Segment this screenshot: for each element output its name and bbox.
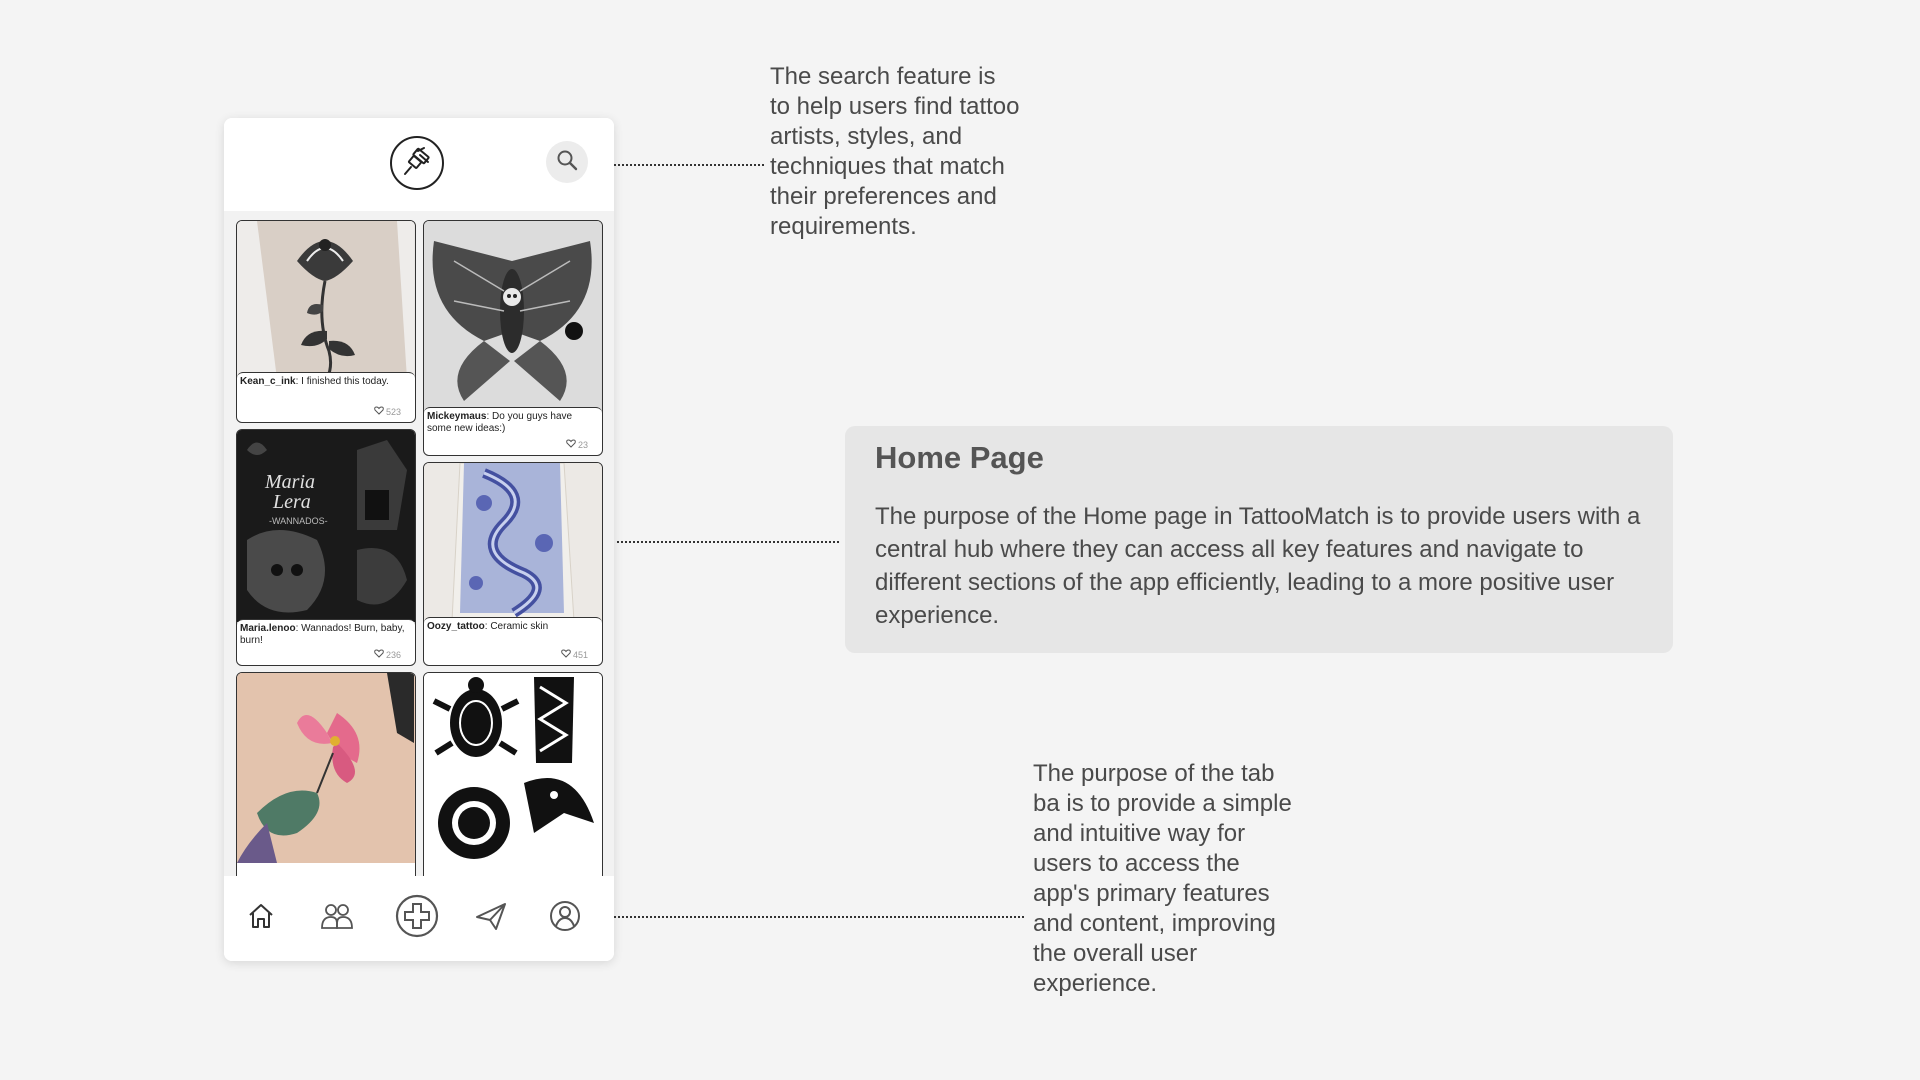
flash-text-line2: Lera	[273, 491, 311, 513]
post-image	[237, 221, 415, 379]
tab-messages[interactable]	[471, 898, 511, 938]
add-icon	[394, 893, 440, 944]
home-icon	[246, 901, 276, 936]
tab-home[interactable]	[241, 898, 281, 938]
post-text: : Do you guys have some new ideas:)	[427, 411, 573, 434]
post-caption	[424, 617, 602, 665]
post-caption	[237, 619, 415, 665]
post-image	[237, 430, 415, 622]
flash-text-line3: -WANNADOS-	[269, 516, 328, 526]
search-icon	[555, 148, 579, 177]
tab-add[interactable]	[394, 895, 440, 941]
top-bar	[224, 118, 614, 211]
like-count[interactable]: 23	[566, 439, 588, 451]
post-image	[424, 463, 602, 621]
post-feed[interactable]	[224, 211, 614, 876]
post-card[interactable]	[236, 220, 416, 423]
post-text: : I finished this today.	[295, 376, 389, 387]
tattoo-machine-icon[interactable]	[390, 136, 444, 190]
post-card[interactable]	[423, 462, 603, 666]
home-connector-line	[617, 541, 839, 543]
post-card[interactable]	[423, 220, 603, 456]
post-username[interactable]: Oozy_tattoo	[427, 621, 485, 632]
search-annotation: The search feature is to help users find tattoo artists, styles, and techniques that match their preferences and requirements.	[770, 63, 1020, 240]
search-connector-line	[614, 164, 764, 166]
home-page-annotation	[845, 426, 1673, 653]
post-image	[424, 221, 602, 411]
post-text: : Ceramic skin	[484, 621, 549, 632]
heart-icon	[374, 406, 384, 418]
send-icon	[474, 901, 508, 936]
post-username[interactable]: Maria.lenoo	[240, 623, 296, 634]
phone-mockup	[224, 118, 614, 961]
home-page-title: Home Page	[875, 440, 1044, 475]
heart-icon	[561, 649, 571, 661]
post-username[interactable]: Mickeymaus	[427, 411, 487, 422]
post-card[interactable]	[236, 429, 416, 666]
tab-profile[interactable]	[545, 898, 585, 938]
profile-icon	[549, 900, 581, 937]
post-card[interactable]	[236, 672, 416, 876]
like-count[interactable]: 523	[374, 406, 401, 418]
tabbar-connector-line	[614, 916, 1024, 918]
post-card[interactable]	[423, 672, 603, 876]
tab-bar	[224, 876, 614, 961]
post-image	[424, 673, 602, 863]
tab-community[interactable]	[317, 898, 357, 938]
search-button[interactable]	[546, 141, 588, 183]
post-username[interactable]: Kean_c_ink	[240, 376, 296, 387]
post-caption	[237, 372, 415, 422]
heart-icon	[374, 649, 384, 661]
home-page-description: The purpose of the Home page in TattooMatch is to provide users with a central hub where they can access all key features and navigate to different sections of the app efficiently, leading to a more positive user experience.	[875, 503, 1641, 629]
like-count[interactable]: 451	[561, 649, 588, 661]
flash-text-line1: Maria	[265, 471, 315, 493]
post-image	[237, 673, 415, 863]
tabbar-annotation: The purpose of the tab ba is to provide a simple and intuitive way for users to access the app's primary features and content, improving the overall user experience.	[1033, 760, 1292, 997]
post-caption	[424, 407, 602, 455]
like-count[interactable]: 236	[374, 649, 401, 661]
heart-icon	[566, 439, 576, 451]
community-icon	[320, 901, 354, 936]
post-text: : Wannados! Burn, baby, burn!	[240, 623, 405, 646]
